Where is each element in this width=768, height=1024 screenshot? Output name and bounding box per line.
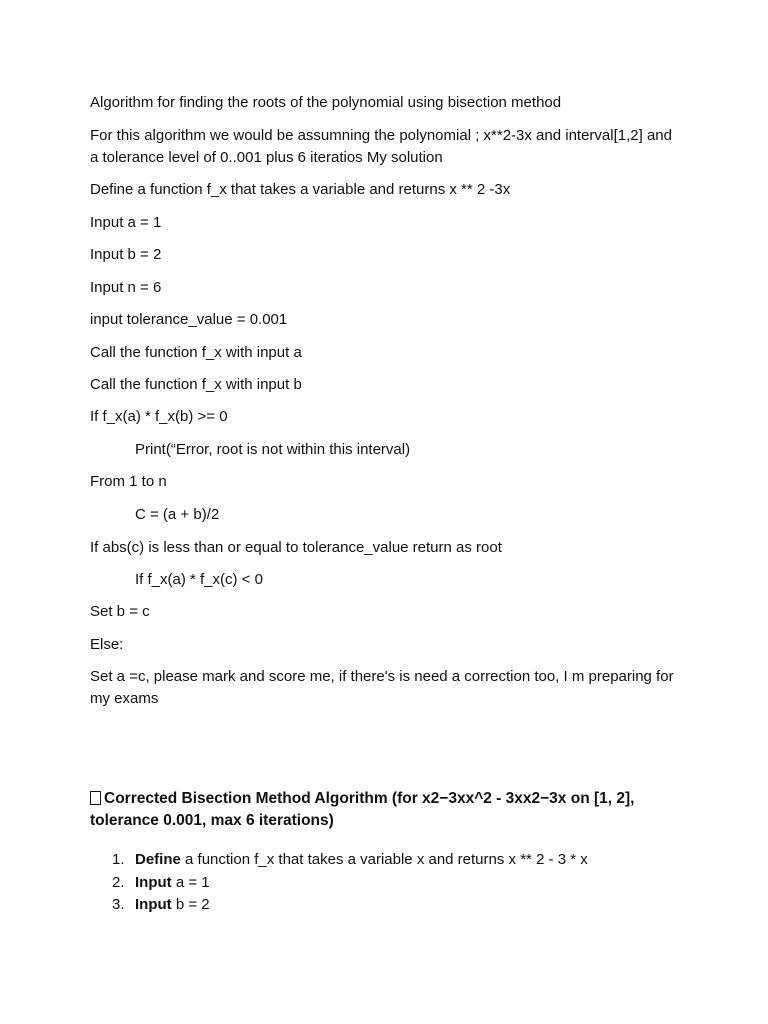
- if-check-line: If f_x(a) * f_x(b) >= 0: [90, 408, 228, 425]
- midpoint-line: C = (a + b)/2: [135, 506, 220, 523]
- define-function-line: Define a function f_x that takes a variable and returns x ** 2 -3x: [90, 181, 511, 198]
- corrected-heading-text: Corrected Bisection Method Algorithm (for x2−3xx^2 - 3xx2−3x on [1, 2], tolerance 0.001, max 6 iterations): [90, 790, 635, 829]
- set-b-line: Set b = c: [90, 603, 150, 620]
- assumption-paragraph: For this algorithm we would be assumning the polynomial ; x**2-3x and interval[1,2] and a tolerance level of 0..001 plus 6 iteratios My solution: [90, 127, 672, 166]
- input-b-line: Input b = 2: [90, 246, 162, 263]
- list-item: [90, 872, 588, 895]
- input-tolerance-line: input tolerance_value = 0.001: [90, 311, 288, 328]
- input-n-line: Input n = 6: [90, 279, 162, 296]
- step-keyword: Define: [135, 851, 181, 868]
- missing-glyph-icon: [90, 791, 101, 805]
- step-text: a function f_x that takes a variable x and returns x ** 2 - 3 * x: [180, 851, 588, 868]
- corrected-heading: [90, 788, 680, 832]
- step-number: 2.: [112, 873, 125, 891]
- list-item: [90, 849, 588, 872]
- call-fa-line: Call the function f_x with input a: [90, 344, 302, 361]
- step-keyword: Input: [135, 896, 172, 913]
- loop-line: From 1 to n: [90, 473, 167, 490]
- document-page: [90, 0, 690, 1024]
- print-error-line: Print(“Error, root is not within this interval): [135, 441, 411, 458]
- step-text: b = 2: [171, 896, 210, 913]
- tolerance-check-line: If abs(c) is less than or equal to tolerance_value return as root: [90, 539, 502, 556]
- else-line: Else:: [90, 636, 124, 653]
- sign-check-line: If f_x(a) * f_x(c) < 0: [135, 571, 263, 588]
- title-line: Algorithm for finding the roots of the polynomial using bisection method: [90, 94, 562, 111]
- list-item: [90, 894, 588, 917]
- step-number: 3.: [112, 896, 125, 913]
- corrected-steps-list: [90, 849, 588, 917]
- input-a-line: Input a = 1: [90, 214, 162, 231]
- step-number: 1.: [112, 851, 125, 868]
- call-fb-line: Call the function f_x with input b: [90, 376, 302, 393]
- step-keyword: Input: [135, 873, 172, 891]
- set-a-paragraph: Set a =c, please mark and score me, if there's is need a correction too, I m preparing for my exams: [90, 668, 674, 707]
- step-text: a = 1: [171, 873, 210, 891]
